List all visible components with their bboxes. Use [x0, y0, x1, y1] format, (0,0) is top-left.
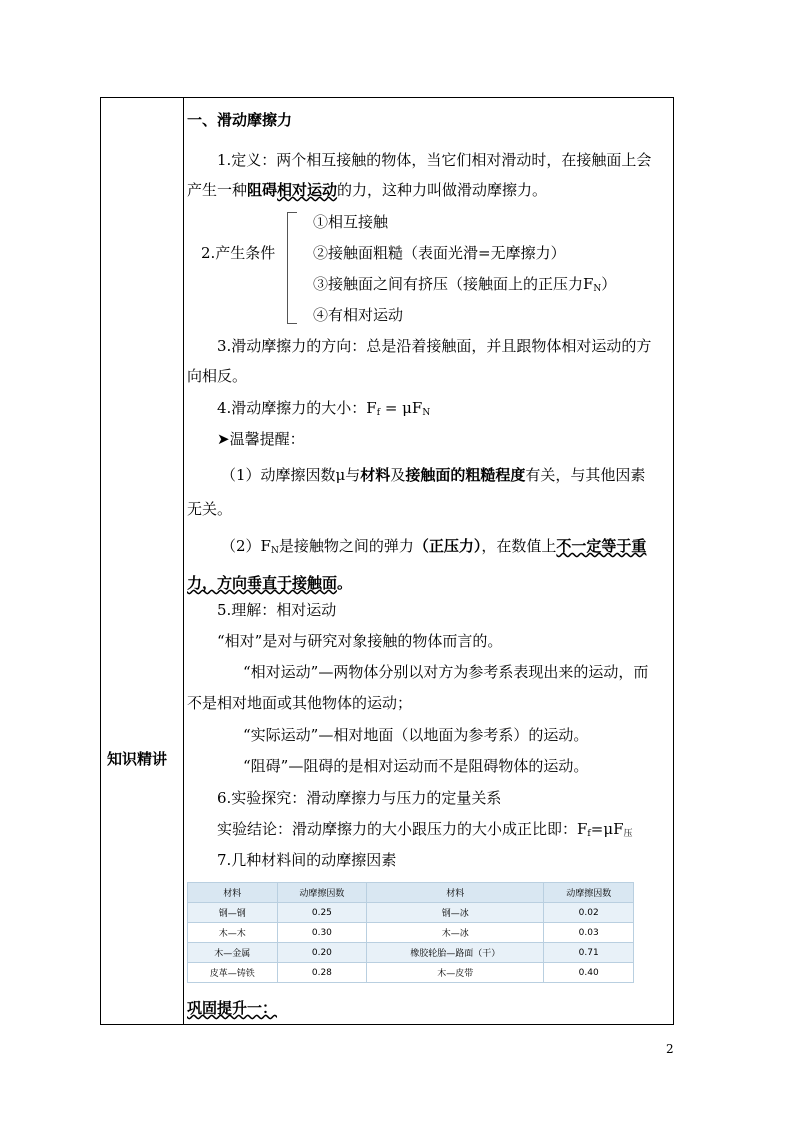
understand-1: “相对”是对与研究对象接触的物体而言的。	[217, 632, 503, 650]
content-table	[100, 97, 674, 1025]
brace-icon	[287, 212, 298, 324]
page-number: 2	[666, 1042, 674, 1056]
content-cell	[185, 98, 673, 1024]
table-row	[188, 923, 634, 943]
table-cell: 木—金属	[188, 943, 278, 963]
friction-table	[187, 882, 634, 983]
table-row	[188, 943, 634, 963]
table-cell: 钢—冰	[367, 903, 544, 923]
table-header-row	[188, 883, 634, 903]
condition-1: ①相互接触	[313, 213, 389, 231]
table-cell: 木—冰	[367, 923, 544, 943]
left-column	[101, 98, 184, 1024]
tip-title: ➤温馨提醒：	[217, 430, 305, 448]
table-row	[188, 963, 634, 983]
table-cell: 橡胶轮胎—路面（干）	[367, 943, 544, 963]
header-cell: 动摩擦因数	[544, 883, 634, 903]
table-cell: 皮革—铸铁	[188, 963, 278, 983]
tip2-line2: 力，方向垂直于接触面。	[187, 574, 353, 592]
table-cell: 0.28	[277, 963, 367, 983]
definition-line1: 1.定义：两个相互接触的物体，当它们相对滑动时，在接触面上会	[217, 151, 652, 169]
table-title: 7.几种材料间的动摩擦因素	[217, 851, 397, 869]
table-cell: 木—皮带	[367, 963, 544, 983]
experiment-conclusion: 实验结论：滑动摩擦力的大小跟压力的大小成正比即：$F_f=\mu F_压$	[217, 820, 633, 839]
header-cell: 材料	[367, 883, 544, 903]
direction-line2: 向相反。	[187, 367, 248, 385]
tip2-line1: $(2)F_N$是接触物之间的弹力（正压力），在数值上不一定等于重	[221, 537, 647, 556]
understand-2-line2: 不是相对地面或其他物体的运动；	[187, 694, 413, 712]
tip1-line2: 无关。	[187, 500, 233, 518]
consolidate-heading: 巩固提升一：	[187, 999, 278, 1017]
table-cell: 0.03	[544, 923, 634, 943]
table-cell: 0.30	[277, 923, 367, 943]
condition-2: ②接触面粗糙（表面光滑=无摩擦力）	[313, 244, 566, 262]
table-cell: 木—木	[188, 923, 278, 943]
table-cell: 0.71	[544, 943, 634, 963]
condition-4: ④有相对运动	[313, 306, 404, 324]
direction-line1: 3.滑动摩擦力的方向：总是沿着接触面，并且跟物体相对运动的方	[217, 337, 652, 355]
understand-2-line1: “相对运动”—两物体分别以对方为参考系表现出来的运动，而	[243, 663, 649, 681]
table-row	[188, 903, 634, 923]
table-cell: 0.20	[277, 943, 367, 963]
understand-title: 5.理解：相对运动	[217, 601, 337, 619]
condition-label: 2.产生条件	[201, 244, 276, 262]
section-heading: 一、滑动摩擦力	[187, 111, 293, 129]
understand-4: “阻碍”—阻碍的是相对运动而不是阻碍物体的运动。	[243, 757, 589, 775]
definition-line2: 产生一种阻碍相对运动的力，这种力叫做滑动摩擦力。	[187, 181, 548, 199]
table-cell: 钢—钢	[188, 903, 278, 923]
understand-3: “实际运动”—相对地面（以地面为参考系）的运动。	[243, 726, 589, 744]
magnitude-line: 4.滑动摩擦力的大小：$F_f = \mu F_N$	[217, 399, 431, 418]
table-cell: 0.25	[277, 903, 367, 923]
table-cell: 0.40	[544, 963, 634, 983]
experiment-title: 6.实验探究：滑动摩擦力与压力的定量关系	[217, 789, 502, 807]
table-cell: 0.02	[544, 903, 634, 923]
header-cell: 材料	[188, 883, 278, 903]
header-cell: 动摩擦因数	[277, 883, 367, 903]
condition-3: ③接触面之间有挤压（接触面上的正压力$F_N$）	[313, 275, 617, 294]
section-label: 知识精讲	[107, 750, 168, 768]
tip1-line1: （1）动摩擦因数μ与材料及接触面的粗糙程度有关，与其他因素	[221, 466, 646, 484]
